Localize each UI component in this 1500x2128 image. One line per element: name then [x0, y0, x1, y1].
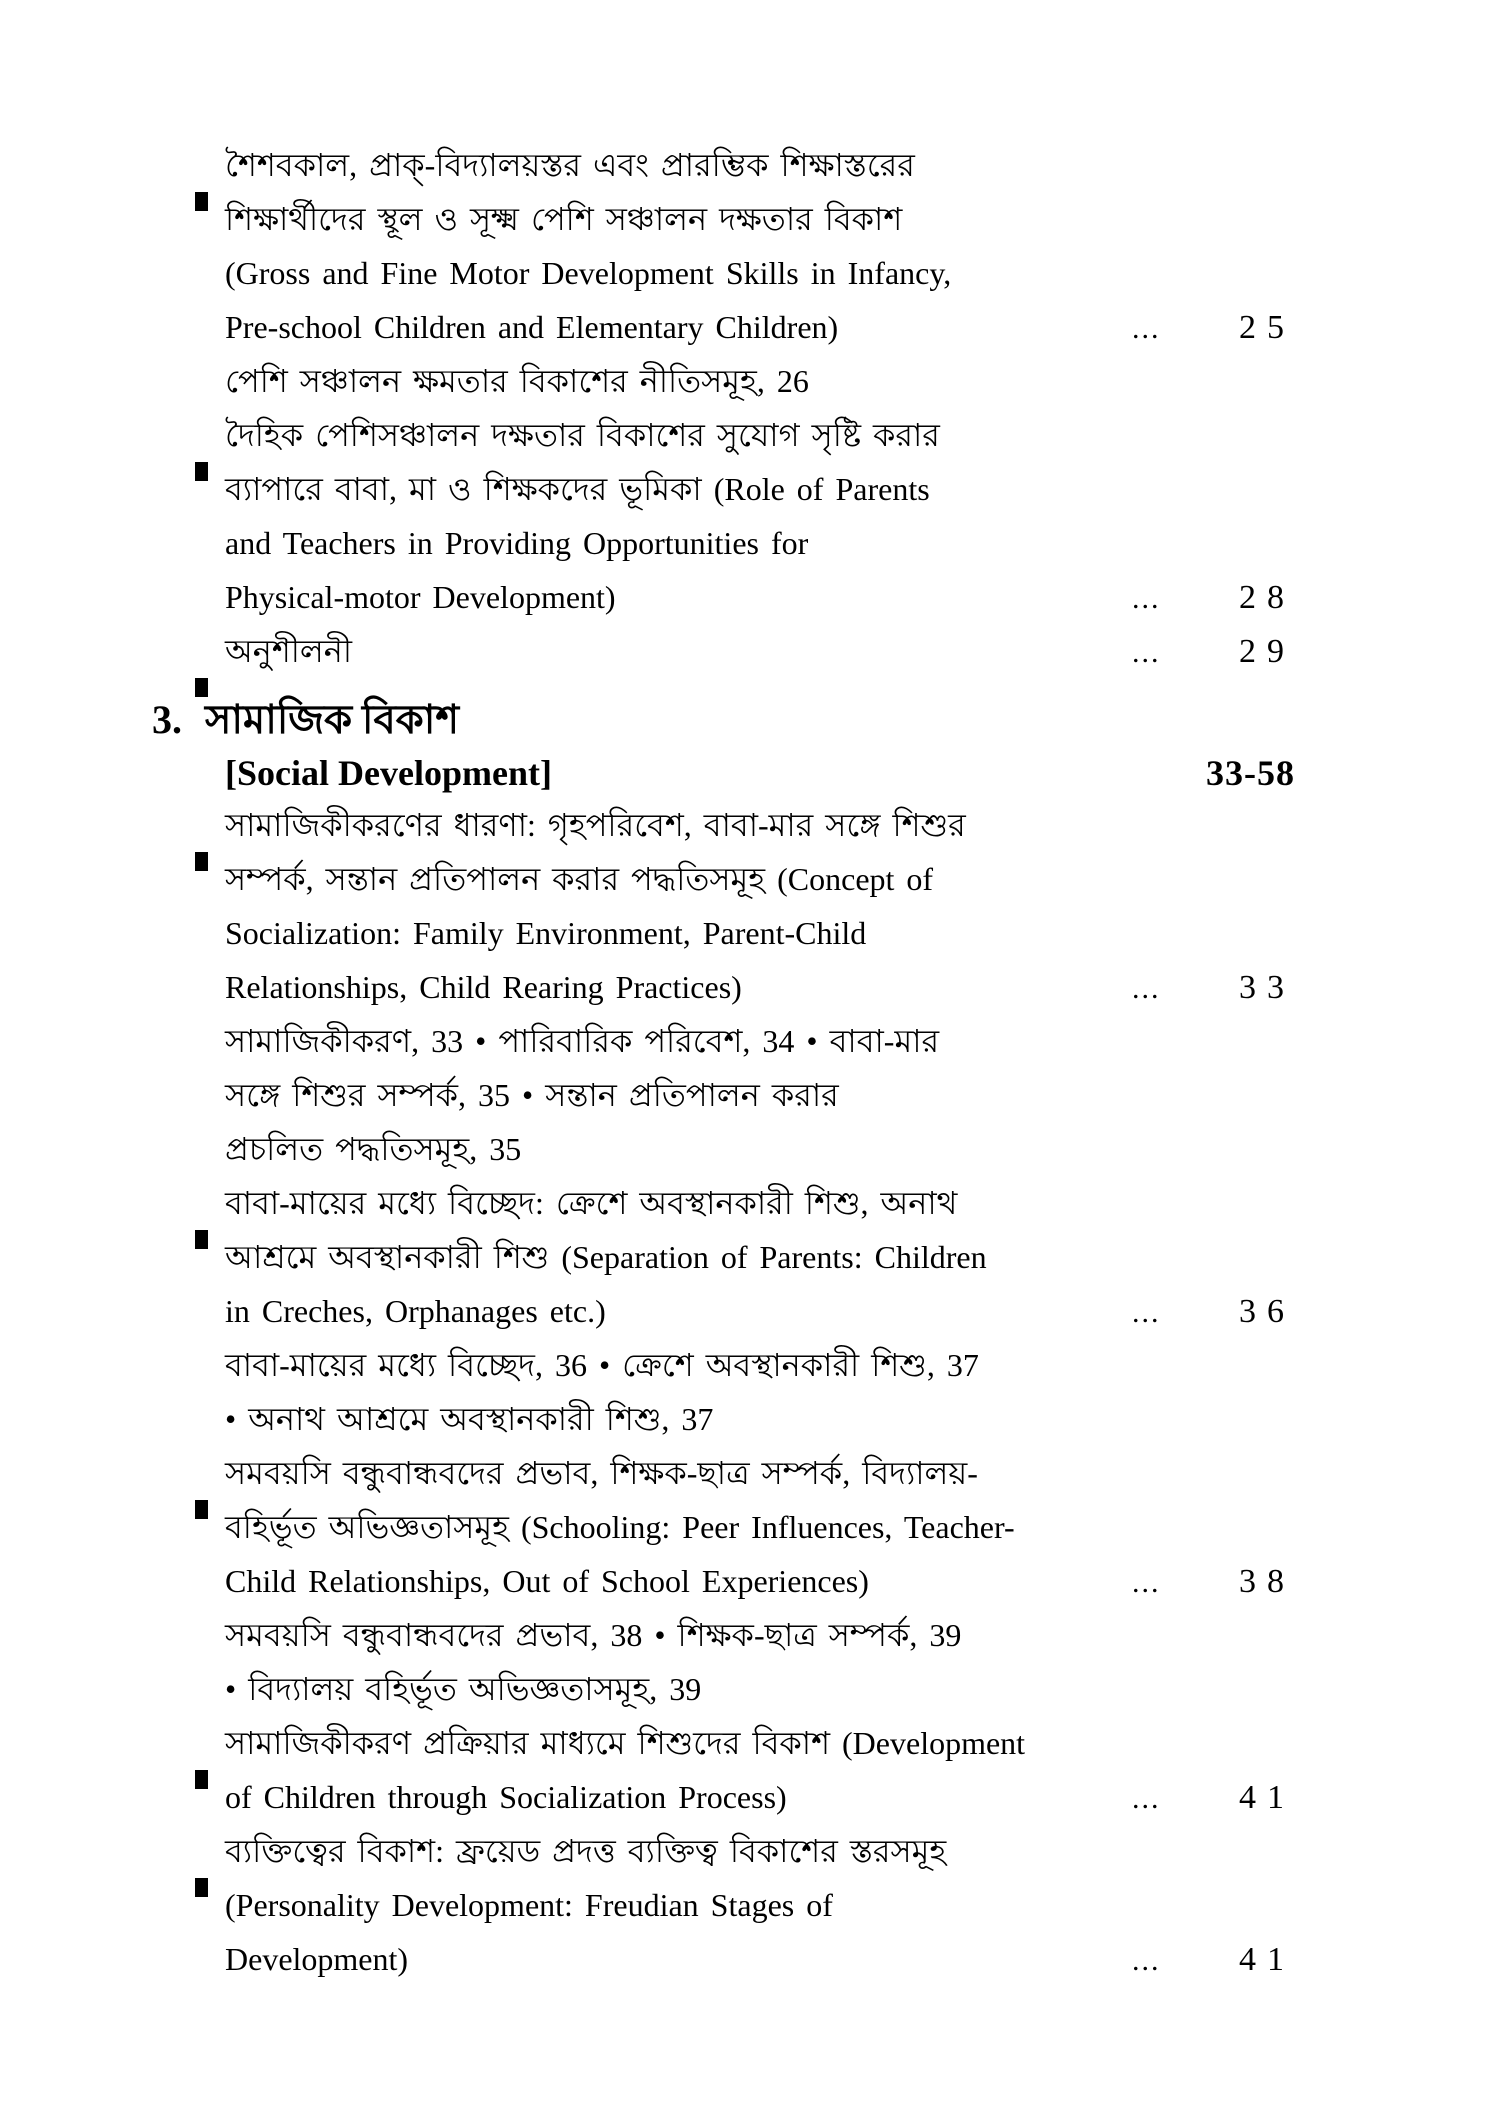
toc-line — [152, 1554, 1500, 1608]
toc-line — [152, 1770, 1500, 1824]
page-number: 38 — [1239, 1563, 1295, 1600]
toc-line — [152, 1878, 1500, 1932]
toc-line-text: Relationships, Child Rearing Practices) — [225, 969, 742, 1005]
toc-line — [152, 246, 1500, 300]
toc-line-text: Pre-school Children and Elementary Children) — [225, 309, 839, 345]
toc-lines-bottom — [152, 798, 1500, 1986]
toc-line-text: সামাজিকীকরণের ধারণা: গৃহপরিবেশ, বাবা-মার সঙ্গে শিশুর — [225, 807, 966, 843]
toc-line — [152, 138, 1500, 192]
toc-lines-top — [152, 138, 1500, 678]
toc-line-text: শৈশবকাল, প্রাক্-বিদ্যালয়স্তর এবং প্রারম্ভিক শিক্ষাস্তরের — [225, 147, 915, 183]
toc-line — [152, 960, 1500, 1014]
toc-line-text: সঙ্গে শিশুর সম্পর্ক, 35 • সন্তান প্রতিপালন করার — [225, 1077, 839, 1113]
toc-line — [152, 1608, 1500, 1662]
toc-line-text: • অনাথ আশ্রমে অবস্থানকারী শিশু, 37 — [225, 1401, 714, 1437]
toc-line-text: শিক্ষার্থীদের স্থূল ও সূক্ষ্ম পেশি সঞ্চালন দক্ষতার বিকাশ — [225, 201, 903, 237]
section-page-range: 33-58 — [1206, 753, 1295, 793]
toc-line — [152, 1176, 1500, 1230]
toc-line — [152, 1284, 1500, 1338]
toc-line — [152, 1014, 1500, 1068]
dot-leader: ... — [1132, 1944, 1161, 1977]
toc-line-text: (Personality Development: Freudian Stages of — [225, 1887, 833, 1923]
toc-line-text: • বিদ্যালয় বহির্ভূত অভিজ্ঞতাসমূহ, 39 — [225, 1671, 702, 1707]
toc-line — [152, 1230, 1500, 1284]
toc-line — [152, 1716, 1500, 1770]
section-title-row — [152, 692, 1500, 748]
toc-line — [152, 1068, 1500, 1122]
toc-line-text: Development) — [225, 1941, 409, 1977]
section-title-english: [Social Development] — [225, 753, 552, 793]
toc-line-text: সামাজিকীকরণ, 33 • পারিবারিক পরিবেশ, 34 • বাবা-মার — [225, 1023, 940, 1059]
toc-line-text: দৈহিক পেশিসঞ্চালন দক্ষতার বিকাশের সুযোগ সৃষ্টি করার — [225, 417, 940, 453]
toc-line-text: of Children through Socialization Process) — [225, 1779, 787, 1815]
dot-leader: ... — [1132, 972, 1161, 1005]
toc-line-text: বাবা-মায়ের মধ্যে বিচ্ছেদ, 36 • ক্রেশে অবস্থানকারী শিশু, 37 — [225, 1347, 979, 1383]
toc-line-text: সমবয়সি বন্ধুবান্ধবদের প্রভাব, শিক্ষক-ছাত্র সম্পর্ক, বিদ্যালয়- — [225, 1455, 978, 1491]
toc-line — [152, 906, 1500, 960]
toc-line-text: and Teachers in Providing Opportunities for — [225, 525, 809, 561]
section-heading — [152, 692, 1500, 798]
toc-line — [152, 1824, 1500, 1878]
toc-line — [152, 798, 1500, 852]
toc-line-text: সম্পর্ক, সন্তান প্রতিপালন করার পদ্ধতিসমূহ (Concept of — [225, 861, 934, 897]
toc-line — [152, 624, 1500, 678]
toc-line — [152, 300, 1500, 354]
toc-line-text: বহির্ভূত অভিজ্ঞতাসমূহ (Schooling: Peer Influences, Teacher- — [225, 1509, 1015, 1545]
toc-line — [152, 1662, 1500, 1716]
page-number: 25 — [1239, 309, 1295, 346]
toc-line — [152, 570, 1500, 624]
section-title-bengali: সামাজিক বিকাশ — [205, 697, 460, 742]
dot-leader: ... — [1132, 1296, 1161, 1329]
toc-line — [152, 1932, 1500, 1986]
toc-line — [152, 516, 1500, 570]
toc-line — [152, 1392, 1500, 1446]
page-number: 41 — [1239, 1941, 1295, 1978]
toc-line — [152, 1446, 1500, 1500]
dot-leader: ... — [1132, 636, 1161, 669]
toc-line — [152, 192, 1500, 246]
toc-line-text: সমবয়সি বন্ধুবান্ধবদের প্রভাব, 38 • শিক্ষক-ছাত্র সম্পর্ক, 39 — [225, 1617, 962, 1653]
toc-line-text: বাবা-মায়ের মধ্যে বিচ্ছেদ: ক্রেশে অবস্থানকারী শিশু, অনাথ — [225, 1185, 958, 1221]
toc-line-text: in Creches, Orphanages etc.) — [225, 1293, 606, 1329]
toc-line — [152, 852, 1500, 906]
page-number: 41 — [1239, 1779, 1295, 1816]
toc-line-text: প্রচলিত পদ্ধতিসমূহ, 35 — [225, 1131, 522, 1167]
toc-line-text: পেশি সঞ্চালন ক্ষমতার বিকাশের নীতিসমূহ, 26 — [225, 363, 809, 399]
toc-line — [152, 408, 1500, 462]
toc-line-text: অনুশীলনী — [225, 633, 353, 669]
toc-line — [152, 462, 1500, 516]
toc-line — [152, 354, 1500, 408]
toc-line-text: (Gross and Fine Motor Development Skills in Infancy, — [225, 255, 952, 291]
toc-line — [152, 1122, 1500, 1176]
toc-line-text: Physical-motor Development) — [225, 579, 616, 615]
dot-leader: ... — [1132, 312, 1161, 345]
toc-line-text: Child Relationships, Out of School Experiences) — [225, 1563, 869, 1599]
dot-leader: ... — [1132, 1782, 1161, 1815]
dot-leader: ... — [1132, 582, 1161, 615]
toc-line — [152, 1338, 1500, 1392]
toc-line-text: আশ্রমে অবস্থানকারী শিশু (Separation of Parents: Children — [225, 1239, 987, 1275]
section-subtitle-row — [152, 748, 1295, 798]
toc-line-text: ব্যাপারে বাবা, মা ও শিক্ষকদের ভূমিকা (Role of Parents — [225, 471, 930, 507]
section-number: 3. — [152, 697, 182, 742]
page-number: 28 — [1239, 579, 1295, 616]
toc-line-text: ব্যক্তিত্বের বিকাশ: ফ্রয়েড প্রদত্ত ব্যক্তিত্ব বিকাশের স্তরসমূহ — [225, 1833, 947, 1869]
page-number: 36 — [1239, 1293, 1295, 1330]
toc-line — [152, 1500, 1500, 1554]
toc-line-text: Socialization: Family Environment, Parent-Child — [225, 915, 867, 951]
page-number: 33 — [1239, 969, 1295, 1006]
toc-line-text: সামাজিকীকরণ প্রক্রিয়ার মাধ্যমে শিশুদের বিকাশ (Development — [225, 1725, 1026, 1761]
page-number: 29 — [1239, 633, 1295, 670]
dot-leader: ... — [1132, 1566, 1161, 1599]
